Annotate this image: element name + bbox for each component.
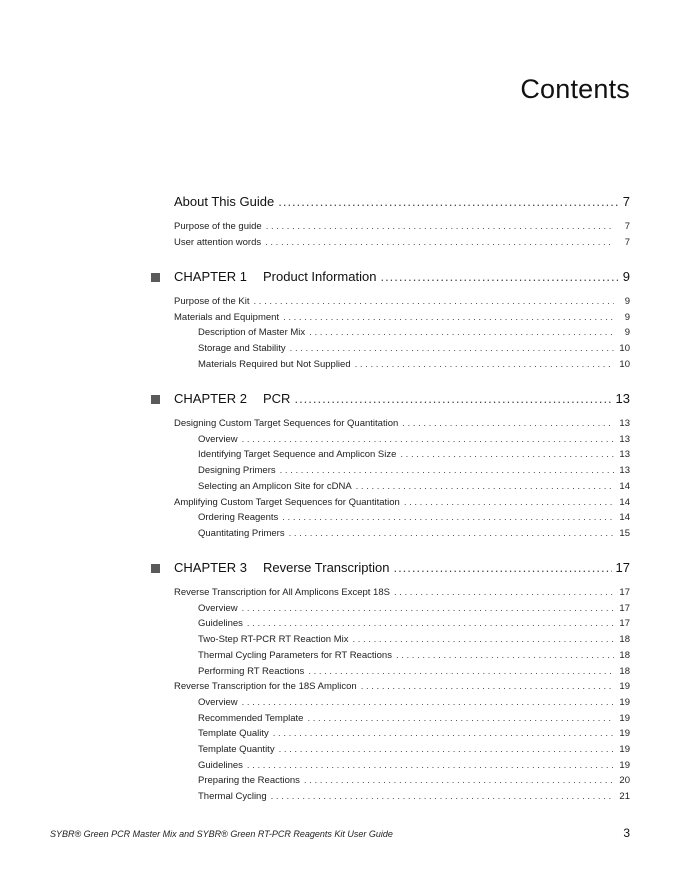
toc-item-label: Reverse Transcription for the 18S Amplicon <box>174 681 357 693</box>
chapter-number: CHAPTER 3 <box>174 560 247 575</box>
toc-item[interactable] <box>198 327 630 338</box>
toc-item[interactable] <box>198 713 630 724</box>
toc-item-label: Thermal Cycling Parameters for RT Reactions <box>198 649 392 661</box>
dot-leader <box>394 587 614 598</box>
toc-item-label: Amplifying Custom Target Sequences for Quantitation <box>174 496 400 508</box>
toc-item[interactable] <box>198 697 630 708</box>
toc-item-label: Materials Required but Not Supplied <box>198 358 351 370</box>
toc-item[interactable] <box>198 775 630 786</box>
toc-item-label: Guidelines <box>198 759 243 771</box>
toc-item-label: Template Quality <box>198 728 269 740</box>
toc-item[interactable] <box>198 728 630 739</box>
page-footer <box>50 826 630 840</box>
toc-item-page-number: 13 <box>619 465 630 477</box>
chapter-number: CHAPTER 1 <box>174 269 247 284</box>
toc-item-page-number: 9 <box>624 327 630 339</box>
toc-item-page-number: 19 <box>619 759 630 771</box>
toc-item-page-number: 13 <box>619 433 630 445</box>
dot-leader <box>265 237 614 248</box>
dot-leader <box>280 465 614 476</box>
dot-leader <box>282 512 614 523</box>
toc-section-heading[interactable] <box>174 560 630 575</box>
toc-item[interactable] <box>174 221 630 232</box>
dot-leader <box>307 713 614 724</box>
toc-item-page-number: 18 <box>619 649 630 661</box>
toc-item[interactable] <box>174 237 630 248</box>
dot-leader <box>254 296 614 307</box>
section-page-number: 7 <box>622 194 630 209</box>
toc-item-page-number: 19 <box>619 681 630 693</box>
toc-item-page-number: 17 <box>619 587 630 598</box>
toc-item-page-number: 10 <box>619 358 630 370</box>
section-title: Product Information <box>263 269 377 284</box>
toc-item-label: Overview <box>198 433 238 445</box>
toc-item-label: Recommended Template <box>198 712 304 724</box>
toc-item-page-number: 14 <box>619 480 630 492</box>
section-title: Reverse Transcription <box>263 560 390 575</box>
toc-item-page-number: 14 <box>619 512 630 524</box>
dot-leader <box>309 327 614 338</box>
dot-leader <box>361 681 614 692</box>
dot-leader <box>356 481 614 492</box>
toc-item[interactable] <box>198 434 630 445</box>
toc-item-label: Preparing the Reactions <box>198 775 300 787</box>
section-title: About This Guide <box>174 194 275 209</box>
dot-leader <box>279 744 614 755</box>
toc-item-page-number: 19 <box>619 712 630 724</box>
dot-leader <box>294 391 611 406</box>
toc-item[interactable] <box>198 618 630 629</box>
dot-leader <box>400 449 614 460</box>
toc-item-label: Template Quantity <box>198 744 275 755</box>
toc-item-page-number: 13 <box>619 449 630 461</box>
dot-leader <box>266 221 614 232</box>
toc-item[interactable] <box>198 744 630 755</box>
toc-item-label: User attention words <box>174 236 262 248</box>
toc-item[interactable] <box>198 359 630 370</box>
chapter-bullet-icon <box>151 273 160 282</box>
page-title: Contents <box>520 74 630 104</box>
toc-item[interactable] <box>174 497 630 508</box>
toc-section-heading[interactable] <box>174 391 630 406</box>
toc-item-label: Purpose of the guide <box>174 221 262 232</box>
toc-item-label: Reverse Transcription for All Amplicons Except 18S <box>174 587 390 598</box>
toc-item-page-number: 21 <box>619 791 630 803</box>
footer-document-title: SYBR® Green PCR Master Mix and SYBR® Green RT-PCR Reagents Kit User Guide <box>50 829 393 839</box>
dot-leader <box>402 418 614 429</box>
chapter-number: CHAPTER 2 <box>174 391 247 406</box>
toc-item-page-number: 18 <box>619 634 630 646</box>
toc-item[interactable] <box>198 760 630 771</box>
section-page-number: 17 <box>615 560 630 575</box>
toc-item-label: Two-Step RT-PCR RT Reaction Mix <box>198 634 349 646</box>
dot-leader <box>273 728 614 739</box>
dot-leader <box>247 618 614 629</box>
toc-item-label: Storage and Stability <box>198 343 286 355</box>
dot-leader <box>290 343 614 354</box>
toc-item-page-number: 7 <box>624 221 630 232</box>
toc-item[interactable] <box>198 791 630 802</box>
toc-item-label: Purpose of the Kit <box>174 296 250 307</box>
toc-item-label: Overview <box>198 602 238 614</box>
toc-item[interactable] <box>198 449 630 460</box>
toc-item-label: Quantitating Primers <box>198 527 285 539</box>
dot-leader <box>308 666 614 677</box>
toc-section-heading[interactable] <box>174 194 630 209</box>
toc-item-page-number: 10 <box>619 343 630 355</box>
toc-item-label: Identifying Target Sequence and Amplicon Size <box>198 449 397 461</box>
dot-leader <box>247 760 614 771</box>
toc-item-page-number: 17 <box>619 602 630 614</box>
toc-item-page-number: 9 <box>624 296 630 307</box>
toc-item[interactable] <box>198 481 630 492</box>
toc-item[interactable] <box>198 512 630 523</box>
toc-item[interactable] <box>198 528 630 539</box>
toc-item-label: Overview <box>198 696 238 708</box>
toc-item-page-number: 20 <box>619 775 630 787</box>
dot-leader <box>242 434 614 445</box>
toc-item[interactable] <box>174 418 630 429</box>
dot-leader <box>355 359 614 370</box>
toc-item[interactable] <box>174 681 630 692</box>
toc-item-label: Designing Primers <box>198 465 276 477</box>
toc-item-page-number: 18 <box>619 665 630 677</box>
toc-item-page-number: 9 <box>624 311 630 323</box>
dot-leader <box>393 560 611 575</box>
toc-item[interactable] <box>174 296 630 307</box>
toc-item-label: Description of Master Mix <box>198 327 306 339</box>
toc-item-page-number: 19 <box>619 696 630 708</box>
footer-page-number: 3 <box>623 826 630 840</box>
dot-leader <box>380 269 618 284</box>
dot-leader <box>352 634 614 645</box>
toc-item[interactable] <box>174 587 630 598</box>
chapter-bullet-icon <box>151 395 160 404</box>
toc-item-page-number: 13 <box>619 418 630 429</box>
dot-leader <box>396 650 614 661</box>
toc-item[interactable] <box>198 465 630 476</box>
toc-item-label: Materials and Equipment <box>174 311 280 323</box>
toc-item[interactable] <box>198 343 630 354</box>
toc-item-label: Performing RT Reactions <box>198 665 305 677</box>
dot-leader <box>242 697 614 708</box>
dot-leader <box>289 528 614 539</box>
toc-item-page-number: 14 <box>619 496 630 508</box>
toc-item-page-number: 19 <box>619 744 630 755</box>
section-page-number: 13 <box>615 391 630 406</box>
toc-item-page-number: 7 <box>624 236 630 248</box>
dot-leader <box>304 775 614 786</box>
dot-leader <box>242 603 614 614</box>
dot-leader <box>404 497 614 508</box>
section-page-number: 9 <box>622 269 630 284</box>
toc-item[interactable] <box>174 312 630 323</box>
toc-item-label: Selecting an Amplicon Site for cDNA <box>198 480 352 492</box>
section-title: PCR <box>263 391 291 406</box>
dot-leader <box>283 312 614 323</box>
toc-item[interactable] <box>198 603 630 614</box>
chapter-bullet-icon <box>151 564 160 573</box>
toc-item-page-number: 19 <box>619 728 630 740</box>
toc-item[interactable] <box>198 650 630 661</box>
toc-item-label: Thermal Cycling <box>198 791 267 803</box>
dot-leader <box>278 194 619 209</box>
toc-item-label: Designing Custom Target Sequences for Quantitation <box>174 418 399 429</box>
toc-item-label: Ordering Reagents <box>198 512 279 524</box>
toc-item-label: Guidelines <box>198 618 243 630</box>
toc-item-page-number: 15 <box>619 527 630 539</box>
toc-section-heading[interactable] <box>174 269 630 284</box>
dot-leader <box>271 791 614 802</box>
toc-item[interactable] <box>198 666 630 677</box>
toc-item-page-number: 17 <box>619 618 630 630</box>
toc-item[interactable] <box>198 634 630 645</box>
